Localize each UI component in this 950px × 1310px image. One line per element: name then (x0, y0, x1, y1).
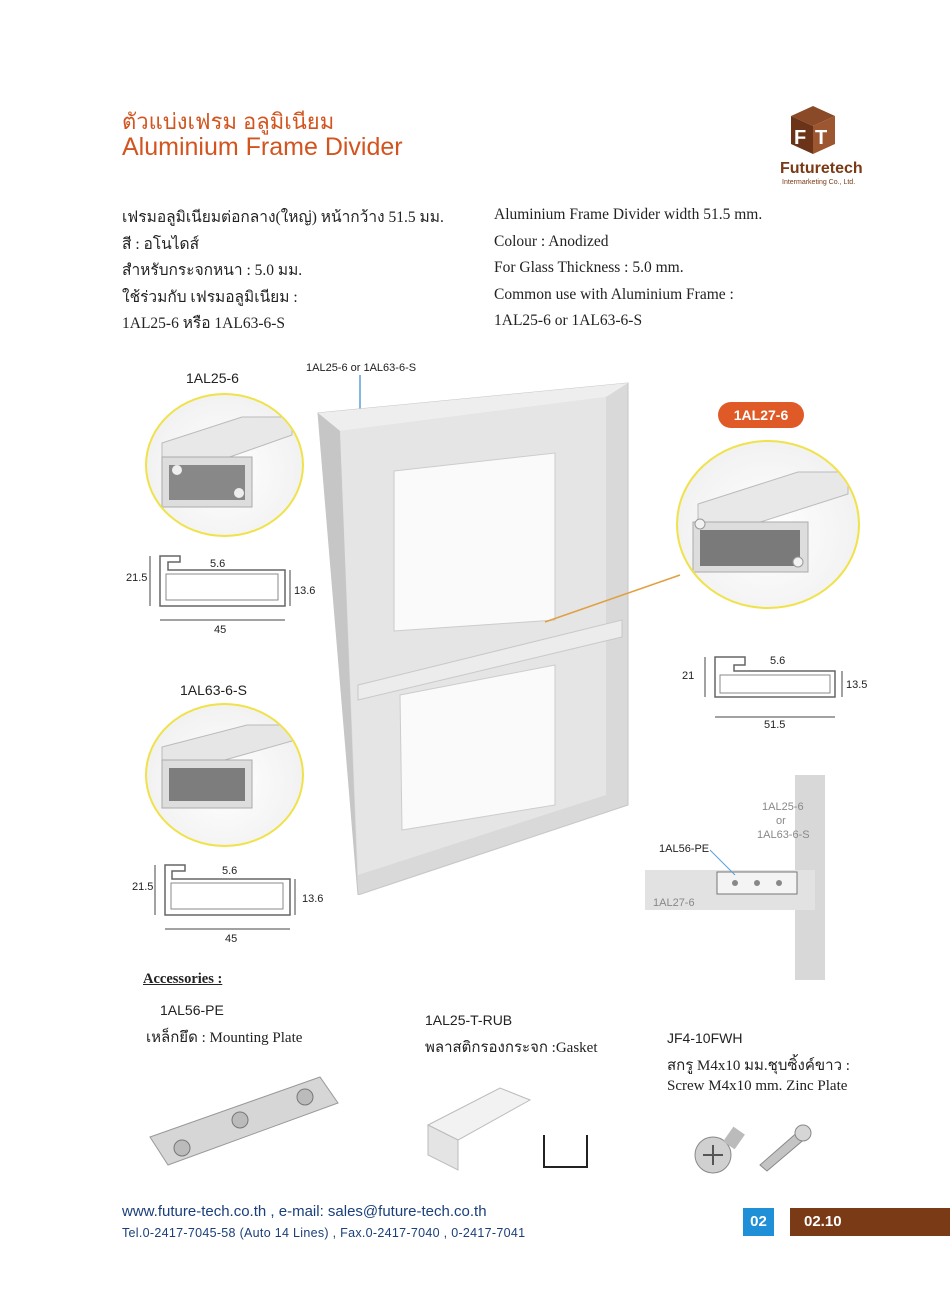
spec-line: Colour : Anodized (494, 232, 609, 250)
gasket-image (420, 1070, 600, 1175)
extrusion-image (678, 442, 858, 607)
frame-image (310, 375, 650, 895)
spec-line: สำหรับกระจกหนา : 5.0 มม. (122, 262, 303, 279)
frame-illustration (310, 375, 650, 895)
detail-label-2: 1AL63-6-S (757, 829, 810, 841)
profile-2-photo (145, 703, 304, 847)
profile-3-photo (676, 440, 860, 609)
accessory-2-desc: พลาสติกรองกระจก :Gasket (425, 1040, 598, 1056)
accessory-3-desc-en: Screw M4x10 mm. Zinc Plate (667, 1078, 848, 1094)
extrusion-image (147, 395, 302, 535)
accessory-3-code: JF4-10FWH (667, 1030, 743, 1046)
logo-name: Futuretech (780, 160, 863, 177)
page-number: 02.10 (790, 1208, 950, 1236)
dim-width: 45 (225, 933, 238, 945)
specs-english (494, 202, 762, 335)
accessory-1-desc: เหล็กยึด : Mounting Plate (146, 1030, 303, 1046)
dim-lip: 5.6 (222, 865, 238, 877)
dim-inner: 13.6 (302, 893, 324, 905)
detail-label-1: 1AL25-6 (762, 801, 804, 813)
detail-label-or: or (776, 815, 786, 827)
accessory-2-code: 1AL25-T-RUB (425, 1012, 513, 1028)
footer-website: www.future-tech.co.th , e-mail: sales@future-tech.co.th (122, 1203, 487, 1220)
spec-line: Common use with Aluminium Frame : (494, 285, 734, 303)
svg-text:F: F (794, 127, 807, 149)
badge-1al27-6: 1AL27-6 (718, 402, 804, 428)
detail-divider-label: 1AL27-6 (653, 897, 695, 909)
dim-width: 45 (214, 624, 227, 636)
dim-lip: 5.6 (770, 655, 786, 667)
spec-line: เฟรมอลูมิเนียมต่อกลาง(ใหญ่) หน้ากว้าง 51.5 มม. (122, 209, 444, 226)
accessories-title: Accessories : (143, 971, 223, 987)
dim-inner: 13.6 (294, 585, 316, 597)
spec-line: ใช้ร่วมกับ เฟรมอลูมิเนียม : (122, 288, 298, 306)
logo-subtitle: Intermarketing Co., Ltd. (782, 179, 856, 186)
svg-text:T: T (815, 127, 828, 149)
profile-2-drawing (120, 857, 324, 947)
callout-line (540, 545, 700, 625)
profile-2-name: 1AL63-6-S (180, 682, 247, 698)
mounting-plate-icon (140, 1065, 345, 1185)
company-logo (780, 104, 880, 189)
profile-1-drawing (120, 548, 320, 638)
accessory-3-desc-th: สกรู M4x10 มม.ชุบซิ้งค์ขาว : (667, 1058, 850, 1074)
dim-width: 51.5 (764, 719, 786, 731)
screw-icon (685, 1115, 825, 1185)
dim-inner: 13.5 (846, 679, 868, 691)
profile-1-photo (145, 393, 304, 537)
profile-1-name: 1AL25-6 (186, 370, 239, 386)
gasket-icon (420, 1070, 600, 1175)
dim-height: 21 (682, 670, 695, 682)
detail-illustration (645, 775, 835, 980)
spec-line: 1AL25-6 หรือ 1AL63-6-S (122, 315, 286, 332)
spec-line: For Glass Thickness : 5.0 mm. (494, 259, 684, 276)
dim-height: 21.5 (126, 572, 148, 584)
dim-height: 21.5 (132, 881, 154, 893)
dim-lip: 5.6 (210, 558, 226, 570)
detail-plate-label: 1AL56-PE (659, 843, 710, 855)
page-title-thai: ตัวแบ่งเฟรม อลูมิเนียม (122, 109, 335, 134)
specs-thai (122, 205, 444, 338)
section-number: 02 (743, 1208, 774, 1236)
spec-line: 1AL25-6 or 1AL63-6-S (494, 312, 643, 329)
mounting-plate-image (140, 1065, 345, 1185)
screw-image (685, 1115, 825, 1185)
detail-image (645, 775, 835, 980)
profile-drawing (120, 857, 320, 947)
profile-3-drawing (670, 645, 880, 735)
accessory-1-code: 1AL56-PE (160, 1002, 224, 1018)
spec-line: สี : อโนไดส์ (122, 235, 200, 253)
page-title: Aluminium Frame Divider (122, 133, 403, 161)
extrusion-image (147, 705, 302, 845)
frame-callout-label: 1AL25-6 or 1AL63-6-S (306, 362, 417, 374)
footer-phone: Tel.0-2417-7045-58 (Auto 14 Lines) , Fax.0-2417-7040 , 0-2417-7041 (122, 1226, 526, 1240)
spec-line: Aluminium Frame Divider width 51.5 mm. (494, 206, 763, 223)
